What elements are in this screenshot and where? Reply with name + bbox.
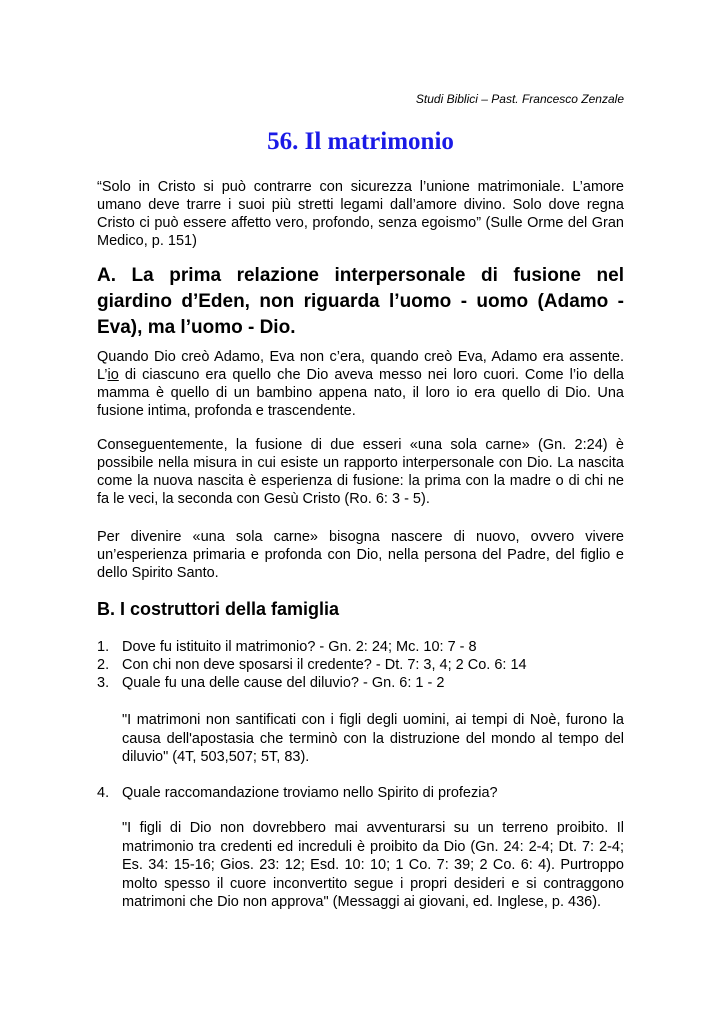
paragraph-1-text-start: Quando Dio creò Adamo, Eva non c’era, quando creò Eva, Adamo era assente. L’ — [97, 349, 624, 383]
list-number: 4. — [97, 785, 110, 801]
list-text: Quale raccomandazione troviamo nello Spirito di profezia? — [122, 785, 498, 801]
list-item — [97, 784, 624, 802]
question-list-continued — [97, 784, 624, 802]
document-title: 56. Il matrimonio — [267, 128, 454, 155]
section-a-paragraph-2: Conseguentemente, la fusione di due esseri «una sola carne» (Gn. 2:24) è possibile nella misura in cui esiste un rapporto interpersonale con Dio. La nascita come la nuova nascita è esperienza di fusione: la prima con la madre o di chi ne fa le veci, la seconda con Gesù Cristo (Ro. 6: 3 - 5). — [97, 437, 624, 507]
list-text: Dove fu istituito il matrimonio? - Gn. 2: 24; Mc. 10: 7 - 8 — [122, 639, 477, 655]
list-item — [97, 656, 624, 674]
underlined-io: io — [107, 367, 119, 383]
intro-quote: “Solo in Cristo si può contrarre con sicurezza l’unione matrimoniale. L’amore umano deve trarre i suoi più stretti legami dall’amore divino. Solo dove regna Cristo ci può essere affetto vero, profondo, senza egoismo” (Sulle Orme del Gran Medico, p. 151) — [97, 179, 624, 249]
question-list — [97, 638, 624, 692]
list-text: Con chi non deve sposarsi il credente? - Dt. 7: 3, 4; 2 Co. 6: 14 — [122, 657, 527, 673]
quote-spirit-of-prophecy: "I figli di Dio non dovrebbero mai avventurarsi su un terreno proibito. Il matrimonio tra credenti ed increduli è proibito da Dio (Gn. 24: 2-4; Dt. 7: 2-4; Es. 34: 15-16; Gios. 23: 12; Esd. 10: 10; 1 Co. 7: 39; 2 Co. 6: 4). Purtroppo molto spesso il cuore inconvertito segue i propri desideri e si contraggono matrimoni che Dio non approva" (Messaggi ai giovani, ed. Inglese, p. 436). — [122, 820, 624, 910]
section-a-paragraph-3: Per divenire «una sola carne» bisogna nascere di nuovo, ovvero vivere un’esperienza primaria e profonda con Dio, nella persona del Padre, del figlio e dello Spirito Santo. — [97, 529, 624, 581]
quote-noah: "I matrimoni non santificati con i figli degli uomini, ai tempi di Noè, furono la causa dell'apostasia che terminò con la distruzione del mondo al tempo del diluvio" (4T, 503,507; 5T, 83). — [122, 712, 624, 765]
list-number: 2. — [97, 657, 110, 673]
list-number: 3. — [97, 675, 110, 691]
list-text: Quale fu una delle cause del diluvio? - Gn. 6: 1 - 2 — [122, 675, 445, 691]
list-item — [97, 638, 624, 656]
section-a-paragraph-1 — [97, 348, 624, 420]
list-item — [97, 674, 624, 692]
list-number: 1. — [97, 639, 110, 655]
running-header: Studi Biblici – Past. Francesco Zenzale — [415, 92, 624, 106]
paragraph-1-text-end: di ciascuno era quello che Dio aveva messo nei loro cuori. Come l’io della mamma è quello di un bambino appena nato, il loro io era quello di Dio. Una fusione intima, profonda e trascendente. — [97, 367, 624, 419]
section-a-heading: A. La prima relazione interpersonale di fusione nel giardino d’Eden, non riguarda l’uomo - uomo (Adamo - Eva), ma l’uomo - Dio. — [97, 265, 624, 338]
section-b-heading: B. I costruttori della famiglia — [97, 599, 340, 619]
